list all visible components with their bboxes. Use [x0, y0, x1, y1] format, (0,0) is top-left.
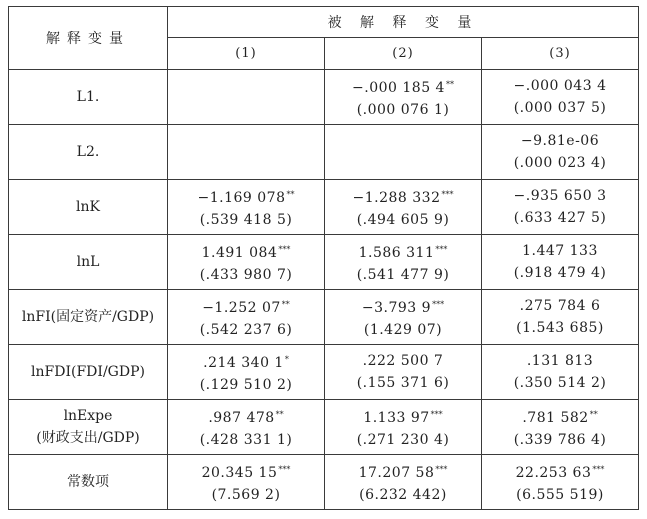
- standard-error: (1.543 685): [516, 320, 604, 336]
- standard-error: (6.232 442): [359, 486, 447, 503]
- estimate-cell: [168, 70, 325, 125]
- standard-error: (.433 980 7): [199, 266, 293, 283]
- coefficient: [482, 185, 638, 207]
- standard-error: (.339 786 4): [513, 431, 607, 448]
- variable-label-line: lnFI(固定资产/GDP): [21, 309, 155, 325]
- column-header-1: (1): [168, 38, 325, 70]
- standard-error: (.541 477 9): [356, 266, 450, 283]
- coefficient-value: 1.133 97: [363, 409, 430, 426]
- significance-stars: **: [275, 409, 284, 419]
- coefficient: [168, 239, 324, 264]
- estimate-cell: [168, 235, 325, 290]
- estimate-cell: [325, 125, 482, 180]
- coefficient-value: −3.793 9: [361, 299, 432, 316]
- significance-stars: **: [445, 79, 454, 89]
- standard-error: (6.555 519): [516, 486, 604, 503]
- standard-error: (7.569 2): [211, 486, 281, 503]
- standard-error: (1.429 07): [363, 321, 443, 338]
- estimate-cell: [168, 400, 325, 455]
- significance-stars: ***: [592, 464, 605, 474]
- coefficient-value: −.000 185 4: [352, 79, 445, 96]
- estimate-cell: [325, 400, 482, 455]
- table-row: [9, 125, 639, 180]
- estimate-cell: [482, 125, 639, 180]
- coefficient-value: −1.288 332: [352, 189, 441, 206]
- coefficient-value: .222 500 7: [362, 353, 444, 369]
- variable-label-line: L2.: [76, 144, 100, 160]
- variable-label-line: lnK: [76, 199, 100, 215]
- coefficient: [482, 130, 638, 152]
- coefficient: [325, 239, 481, 264]
- regression-table: [8, 6, 639, 510]
- estimate-cell: [168, 455, 325, 510]
- header-row: [9, 7, 639, 38]
- significance-stars: *: [284, 354, 289, 364]
- significance-stars: ***: [430, 409, 443, 419]
- coefficient: [325, 294, 481, 319]
- variable-label-line: lnFDI(FDI/GDP): [31, 364, 145, 380]
- significance-stars: ***: [441, 189, 454, 199]
- table-row: [9, 455, 639, 510]
- coefficient: [325, 350, 481, 372]
- coefficient: [168, 459, 324, 484]
- coefficient: [482, 350, 638, 372]
- table-row: [9, 400, 639, 455]
- coefficient: [482, 295, 638, 317]
- column-header-2: (2): [325, 38, 482, 70]
- estimate-cell: [325, 180, 482, 235]
- estimate-cell: [482, 345, 639, 400]
- coefficient: [168, 294, 324, 319]
- coefficient-value: 22.253 63: [515, 464, 592, 481]
- significance-stars: **: [589, 409, 598, 419]
- standard-error: (.271 230 4): [356, 431, 450, 448]
- coefficient: [325, 459, 481, 484]
- table-row: [9, 70, 639, 125]
- estimate-cell: [325, 235, 482, 290]
- coefficient: [325, 404, 481, 429]
- standard-error: (.633 427 5): [513, 210, 607, 226]
- coefficient-value: 1.447 133: [522, 243, 598, 259]
- significance-stars: ***: [432, 299, 445, 309]
- coefficient-value: 17.207 58: [358, 464, 435, 481]
- coefficient-value: −1.169 078: [197, 189, 286, 206]
- coefficient: [168, 184, 324, 209]
- variable-label-line: L1.: [76, 89, 100, 105]
- standard-error: (.542 237 6): [199, 321, 293, 338]
- standard-error: (.350 514 2): [513, 375, 607, 391]
- coefficient-value: .781 582: [522, 409, 589, 426]
- coefficient-value: 1.491 084: [201, 244, 278, 261]
- standard-error: (.000 023 4): [513, 155, 607, 171]
- coefficient: [482, 240, 638, 262]
- coefficient-value: −.935 650 3: [513, 188, 607, 204]
- standard-error: (.428 331 1): [199, 431, 293, 448]
- table-row: [9, 235, 639, 290]
- table-row: [9, 345, 639, 400]
- coefficient: [168, 349, 324, 374]
- standard-error: (.918 479 4): [513, 265, 607, 281]
- standard-error: (.129 510 2): [199, 376, 293, 393]
- variable-label-line: lnExpe: [63, 408, 113, 424]
- coefficient: [168, 404, 324, 429]
- standard-error: (.000 076 1): [356, 101, 450, 118]
- table-row: [9, 290, 639, 345]
- estimate-cell: [482, 70, 639, 125]
- estimate-cell: [168, 345, 325, 400]
- variable-label: [9, 400, 168, 455]
- table-row: [9, 180, 639, 235]
- estimate-cell: [168, 290, 325, 345]
- variable-label-line: 常数项: [67, 474, 109, 490]
- coefficient-value: 1.586 311: [358, 244, 435, 261]
- variable-label: [9, 290, 168, 345]
- standard-error: (.494 605 9): [356, 211, 450, 228]
- estimate-cell: [168, 125, 325, 180]
- dependent-variable-header: 被 解 释 变 量: [168, 7, 639, 38]
- significance-stars: ***: [278, 464, 291, 474]
- estimate-cell: [168, 180, 325, 235]
- estimate-cell: [325, 345, 482, 400]
- column-header-3: (3): [482, 38, 639, 70]
- variable-label-line: lnL: [76, 254, 100, 270]
- variable-label-line: (财政支出/GDP): [36, 430, 140, 446]
- coefficient: [482, 404, 638, 429]
- variable-label: [9, 125, 168, 180]
- coefficient: [482, 75, 638, 97]
- coefficient-value: .987 478: [208, 409, 275, 426]
- significance-stars: **: [281, 299, 290, 309]
- coefficient-value: .214 340 1: [203, 354, 284, 371]
- estimate-cell: [482, 400, 639, 455]
- coefficient-value: −.000 043 4: [513, 78, 607, 94]
- estimate-cell: [482, 180, 639, 235]
- coefficient-value: 20.345 15: [201, 464, 278, 481]
- standard-error: (.155 371 6): [356, 375, 450, 391]
- variable-label: [9, 345, 168, 400]
- variable-label: [9, 455, 168, 510]
- estimate-cell: [325, 70, 482, 125]
- estimate-cell: [482, 235, 639, 290]
- coefficient: [482, 459, 638, 484]
- coefficient-value: −1.252 07: [202, 299, 281, 316]
- significance-stars: ***: [278, 244, 291, 254]
- standard-error: (.000 037 5): [513, 100, 607, 116]
- variable-label: [9, 180, 168, 235]
- significance-stars: **: [286, 189, 295, 199]
- explanatory-variable-header: 解释变量: [9, 7, 168, 70]
- significance-stars: ***: [435, 464, 448, 474]
- coefficient-value: .275 784 6: [519, 298, 601, 314]
- estimate-cell: [482, 455, 639, 510]
- standard-error: (.539 418 5): [199, 211, 293, 228]
- estimate-cell: [325, 455, 482, 510]
- estimate-cell: [325, 290, 482, 345]
- variable-label: [9, 70, 168, 125]
- coefficient-value: .131 813: [526, 353, 594, 369]
- variable-label: [9, 235, 168, 290]
- coefficient: [325, 184, 481, 209]
- coefficient-value: −9.81e-06: [520, 133, 600, 149]
- significance-stars: ***: [435, 244, 448, 254]
- coefficient: [325, 74, 481, 99]
- estimate-cell: [482, 290, 639, 345]
